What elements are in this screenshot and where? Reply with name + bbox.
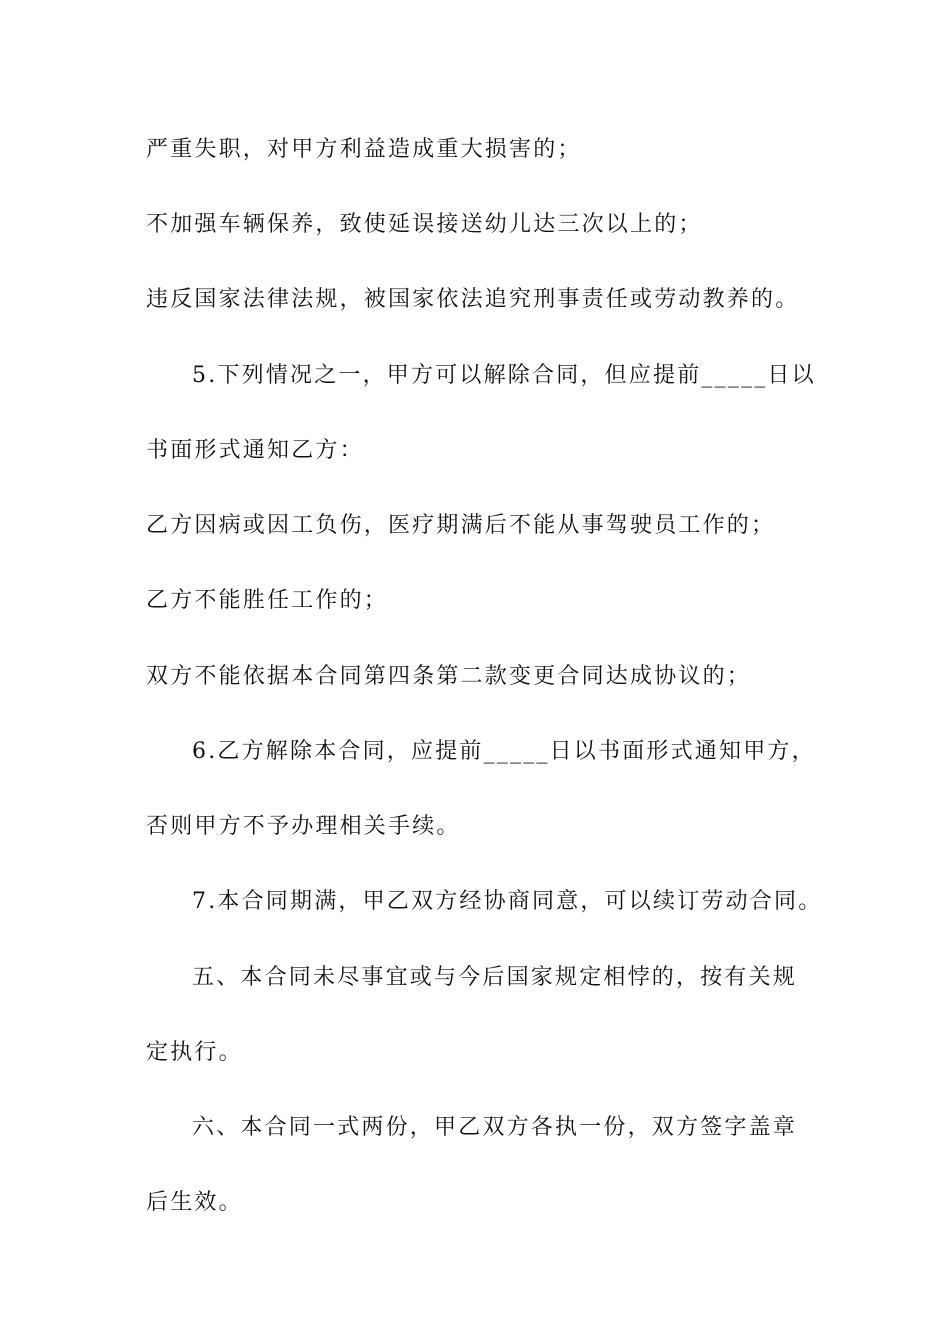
text-line: 乙方因病或因工负伤，医疗期满后不能从事驾驶员工作的；	[146, 513, 776, 538]
text-line: 严重失职，对甲方利益造成重大损害的；	[146, 137, 582, 162]
text-line: 否则甲方不予办理相关手续。	[146, 814, 461, 839]
clause-5-line: 5.下列情况之一，甲方可以解除合同，但应提前_____日以	[192, 363, 816, 388]
clause-7-line: 7.本合同期满，甲乙双方经协商同意，可以续订劳动合同。	[192, 889, 823, 914]
clause-6-line: 6.乙方解除本合同，应提前_____日以书面形式通知甲方，	[192, 739, 816, 764]
text-line: 双方不能依据本合同第四条第二款变更合同达成协议的；	[146, 664, 752, 689]
text-line: 不加强车辆保养，致使延误接送幼儿达三次以上的；	[146, 212, 703, 237]
text-line: 后生效。	[146, 1190, 243, 1215]
text-line: 书面形式通知乙方：	[146, 438, 364, 463]
section-6-line: 六、本合同一式两份，甲乙双方各执一份，双方签字盖章	[192, 1115, 798, 1140]
text-line: 乙方不能胜任工作的；	[146, 588, 389, 613]
text-line: 违反国家法律法规，被国家依法追究刑事责任或劳动教养的。	[146, 287, 800, 312]
text-line: 定执行。	[146, 1040, 243, 1065]
section-5-line: 五、本合同未尽事宜或与今后国家规定相悖的，按有关规	[192, 965, 798, 990]
